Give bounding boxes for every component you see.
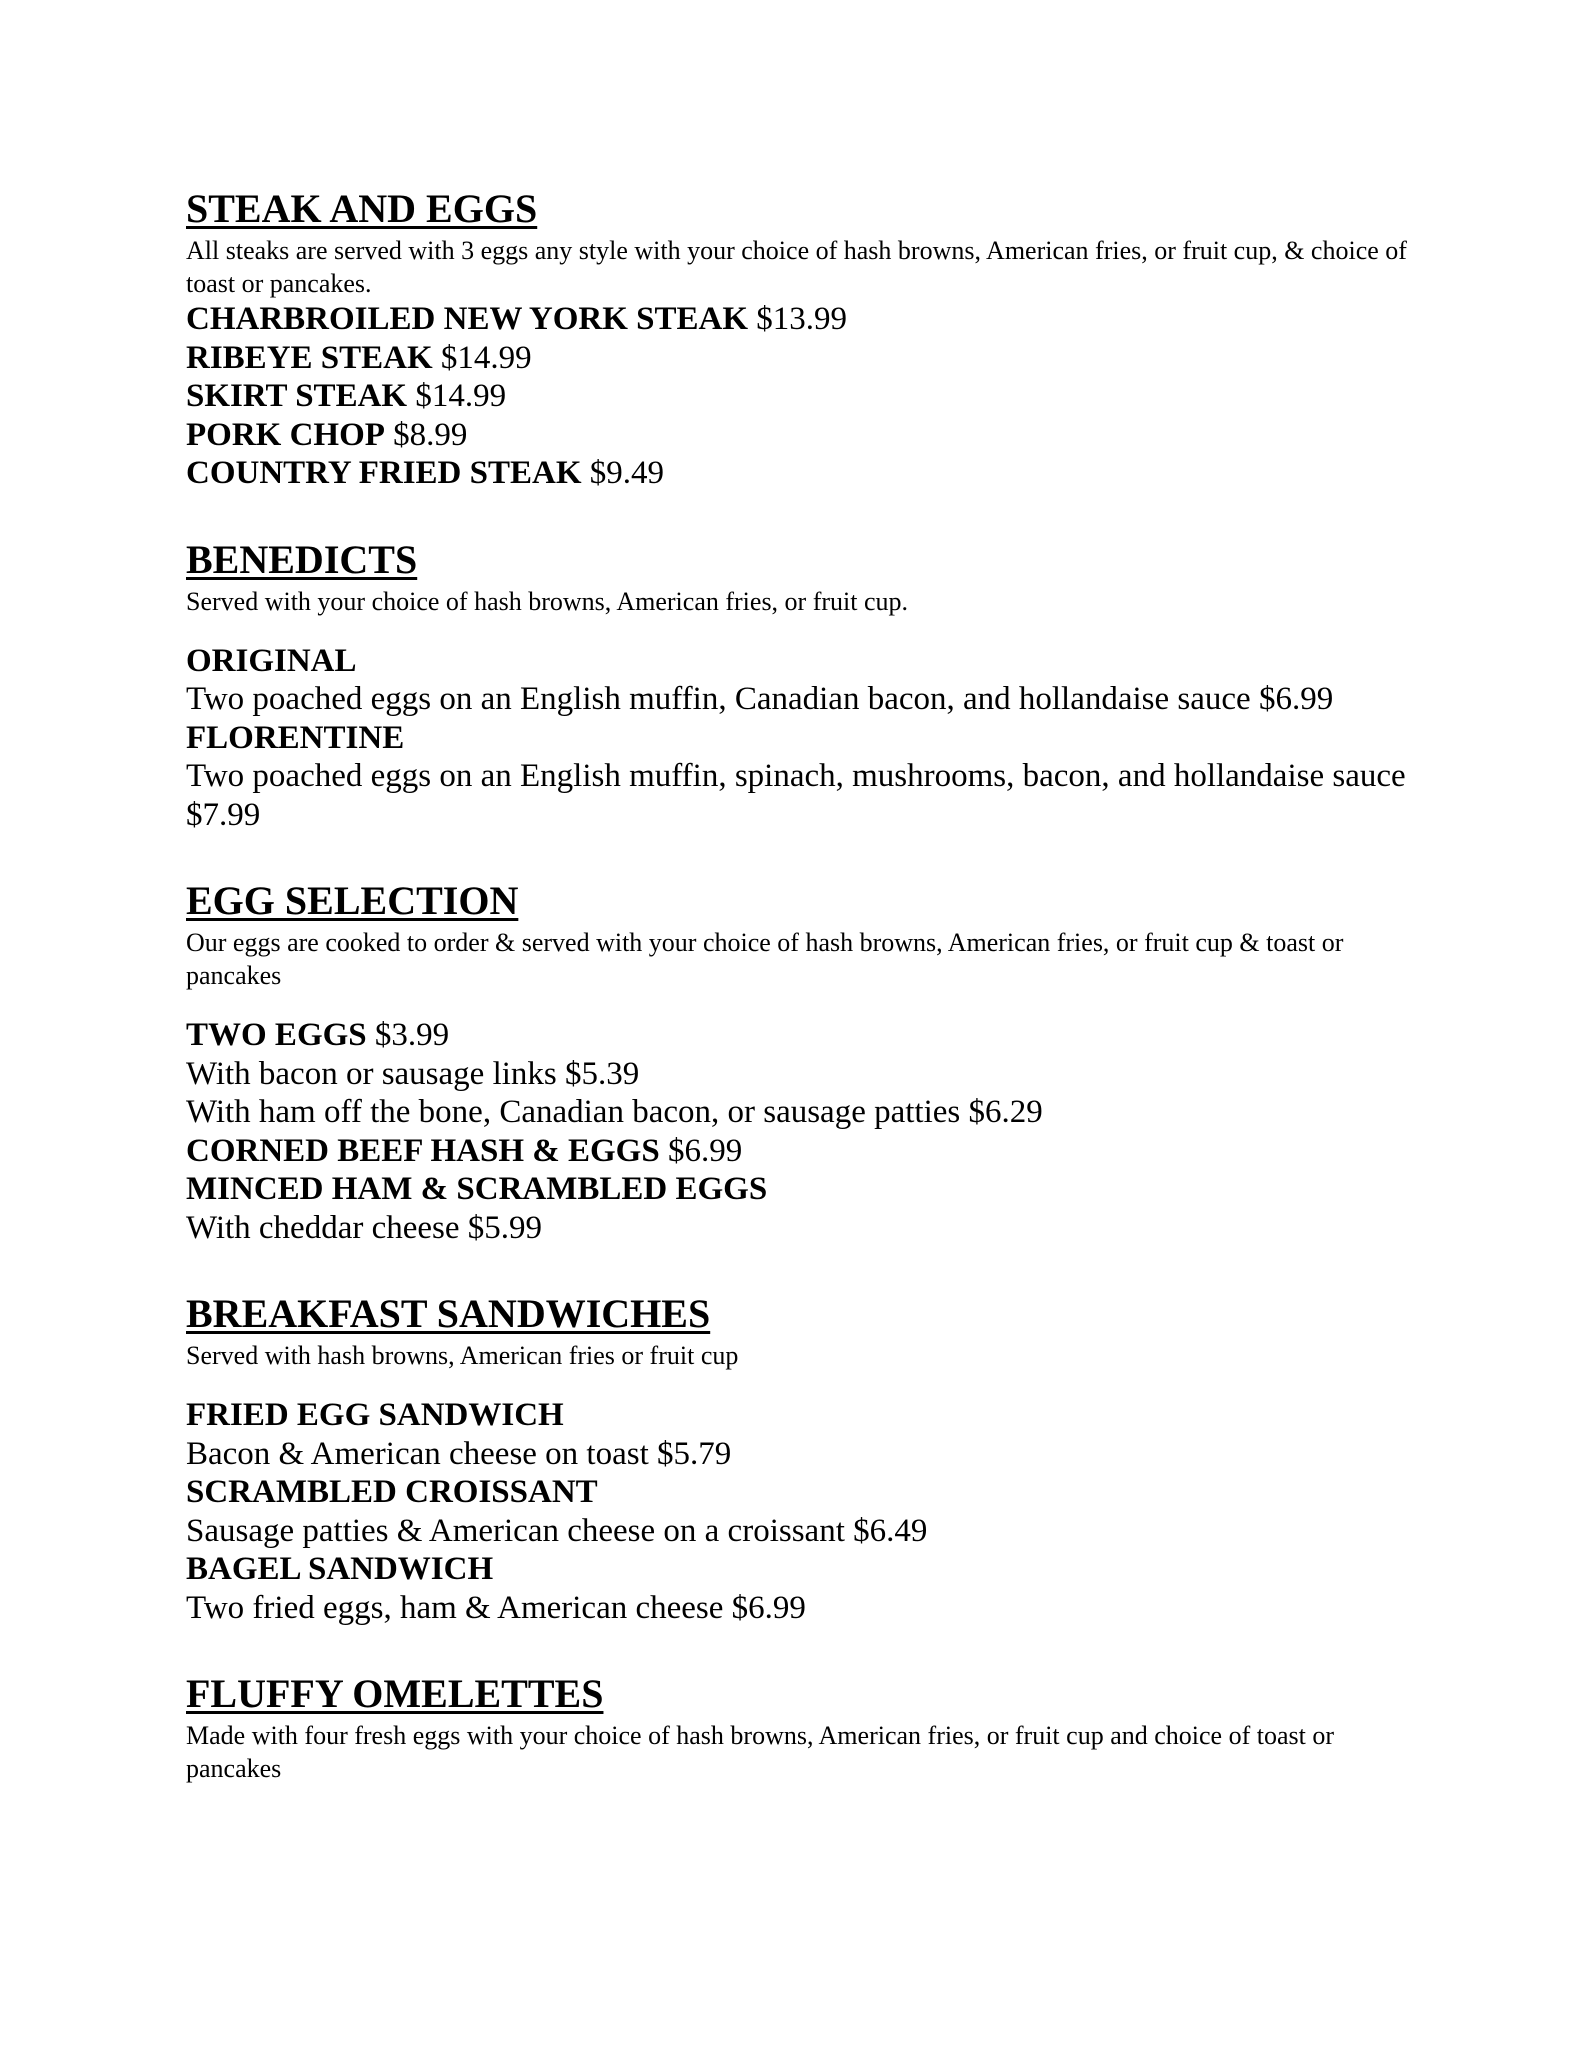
- menu-item: [186, 339, 1416, 378]
- section-benedicts: [186, 535, 1416, 835]
- section-description: Made with four fresh eggs with your choice of hash browns, American fries, or fruit cup and choice of toast or pancakes: [186, 1721, 1334, 1783]
- item-price: $13.99: [756, 301, 848, 337]
- section-title: STEAK AND EGGS: [186, 186, 538, 231]
- section-title: BREAKFAST SANDWICHES: [186, 1291, 711, 1336]
- section-title: EGG SELECTION: [186, 878, 519, 923]
- item-name: ORIGINAL: [186, 642, 357, 679]
- item-option: With ham off the bone, Canadian bacon, or sausage patties $6.29: [186, 1094, 1043, 1130]
- item-detail: Two poached eggs on an English muffin, Canadian bacon, and hollandaise sauce $6.99: [186, 681, 1334, 717]
- item-name: COUNTRY FRIED STEAK: [186, 455, 582, 491]
- item-name: SKIRT STEAK: [186, 378, 408, 414]
- item-option: With bacon or sausage links $5.39: [186, 1055, 640, 1092]
- section-breakfast-sandwiches: [186, 1289, 1416, 1627]
- item-price: $14.99: [440, 339, 532, 376]
- menu-page: [186, 184, 1416, 1785]
- menu-item: [186, 377, 1416, 416]
- item-detail: With cheddar cheese $5.99: [186, 1209, 543, 1246]
- item-name: TWO EGGS: [186, 1017, 367, 1053]
- item-price: $6.99: [667, 1132, 743, 1169]
- item-name: SCRAMBLED CROISSANT: [186, 1474, 598, 1510]
- item-price: $8.99: [393, 416, 468, 453]
- section-description: All steaks are served with 3 eggs any style with your choice of hash browns, American fries, or fruit cup, & choice of toast or pancakes.: [186, 236, 1407, 298]
- item-name: MINCED HAM & SCRAMBLED EGGS: [186, 1171, 768, 1207]
- menu-item: [186, 300, 1416, 339]
- item-price: $9.49: [589, 455, 665, 491]
- item-detail: Bacon & American cheese on toast $5.79: [186, 1435, 732, 1472]
- menu-item: [186, 416, 1416, 455]
- menu-item: [186, 1132, 1416, 1171]
- section-fluffy-omelettes: [186, 1669, 1416, 1785]
- item-name: FLORENTINE: [186, 719, 405, 756]
- section-title: FLUFFY OMELETTES: [186, 1671, 604, 1716]
- section-description: Served with your choice of hash browns, American fries, or fruit cup.: [186, 586, 909, 616]
- item-name: CORNED BEEF HASH & EGGS: [186, 1132, 660, 1169]
- section-steak-and-eggs: [186, 184, 1416, 493]
- section-description: Served with hash browns, American fries or fruit cup: [186, 1341, 739, 1370]
- section-egg-selection: [186, 876, 1416, 1247]
- menu-item: [186, 454, 1416, 493]
- item-name: CHARBROILED NEW YORK STEAK: [186, 301, 749, 337]
- menu-item: [186, 1016, 1416, 1055]
- item-name: BAGEL SANDWICH: [186, 1551, 494, 1587]
- item-price: $14.99: [415, 378, 507, 414]
- section-description: Our eggs are cooked to order & served with your choice of hash browns, American fries, or fruit cup & toast or pancakes: [186, 928, 1344, 990]
- item-name: FRIED EGG SANDWICH: [186, 1397, 564, 1433]
- item-detail: Sausage patties & American cheese on a croissant $6.49: [186, 1512, 928, 1549]
- item-detail: Two poached eggs on an English muffin, spinach, mushrooms, bacon, and hollandaise sauce $7.99: [186, 758, 1406, 833]
- item-price: $3.99: [374, 1017, 450, 1053]
- item-name: RIBEYE STEAK: [186, 339, 433, 376]
- item-detail: Two fried eggs, ham & American cheese $6.99: [186, 1589, 806, 1626]
- section-title: BENEDICTS: [186, 536, 418, 582]
- item-name: PORK CHOP: [186, 416, 385, 453]
